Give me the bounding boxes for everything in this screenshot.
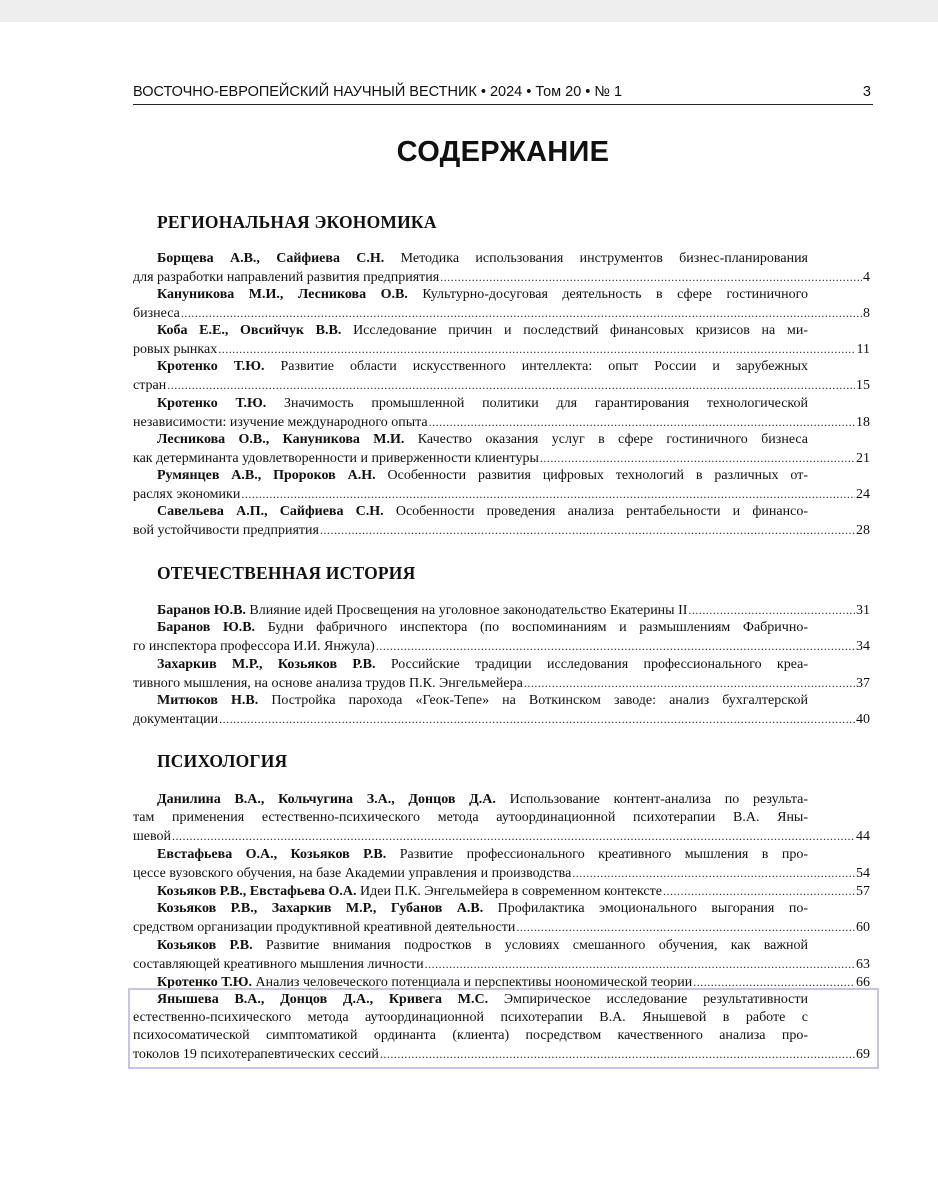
page-number: 3 (862, 84, 871, 100)
toc-entry[interactable] (133, 791, 873, 845)
entry-authors: Румянцев А.В., Пророков А.Н. (157, 468, 376, 483)
entry-last-line (133, 449, 870, 467)
journal-title: ВОСТОЧНО-ЕВРОПЕЙСКИЙ НАУЧНЫЙ ВЕСТНИК • 2024 • Том 20 • № 1 (133, 84, 623, 100)
entry-last-line (133, 955, 870, 973)
dot-leader (663, 882, 855, 900)
dot-leader (540, 449, 855, 467)
entry-title-text: Исследование причин и последствий финансовых кризисов на ми- (341, 323, 808, 338)
toc-entry[interactable] (133, 467, 873, 503)
entry-title-text (133, 341, 217, 359)
toc-entry[interactable] (133, 846, 873, 882)
entry-last-line (133, 674, 870, 692)
entry-authors: Кротенко Т.Ю. (157, 975, 252, 990)
entry-title-line (133, 467, 808, 485)
toc-entry[interactable] (133, 322, 873, 358)
entry-title-text (133, 711, 218, 729)
dot-leader (219, 710, 855, 728)
section-heading: ОТЕЧЕСТВЕННАЯ ИСТОРИЯ (157, 563, 416, 583)
entry-authors: Захаркив М.Р., Козьяков Р.В. (157, 657, 376, 672)
entry-title-text (133, 450, 539, 468)
toc-entry[interactable] (133, 692, 873, 728)
entry-title-text (133, 269, 439, 287)
entry-title-end: ровых рынках (133, 342, 218, 357)
entry-title-text: Будни фабричного инспектора (по воспоминаниям и размышлениям Фабрично- (255, 620, 808, 635)
entry-last-line (133, 827, 870, 845)
entry-page-number[interactable]: 37 (856, 676, 870, 691)
entry-title-end: документации (133, 712, 219, 727)
entry-title-line (133, 358, 808, 376)
entry-title-text: Особенности развития цифровых технологий в различных от- (375, 468, 808, 483)
entry-authors: Козьяков Р.В., Захаркив М.Р., Губанов А.В. (157, 901, 484, 916)
entry-last-line (133, 521, 870, 539)
entry-last-line (133, 304, 870, 322)
toc-entry[interactable] (133, 900, 873, 936)
entry-authors: Баранов Ю.В. (157, 603, 246, 618)
entry-title-end: тивного мышления, на основе анализа трудов П.К. Энгельмейера (133, 676, 523, 691)
entry-authors: Баранов Ю.В. (157, 620, 256, 635)
entry-title-text (133, 522, 319, 540)
entry-page-number[interactable]: 66 (856, 975, 870, 990)
dot-leader (516, 918, 855, 936)
entry-title-line (133, 431, 808, 449)
viewer-top-bar (0, 0, 938, 22)
entry-title-text: Использование контент-анализа по результа- (495, 792, 808, 807)
entry-last-line (133, 413, 870, 431)
entry-title-end: как детерминанта удовлетворенности и приверженности клиентуры (133, 451, 539, 466)
toc-entry[interactable] (133, 601, 873, 619)
entry-title-text (133, 675, 523, 693)
entry-title-line (133, 395, 808, 413)
entry-authors: Савельева А.П., Сайфиева С.Н. (157, 504, 384, 519)
entry-title-line (133, 322, 808, 340)
dot-leader (376, 637, 855, 655)
entry-page-number[interactable]: 57 (856, 884, 870, 899)
entry-title-end: токолов 19 психотерапевтических сессий (133, 1047, 379, 1062)
entry-title-text (133, 414, 428, 432)
entry-title-text: Особенности проведения анализа рентабельности и финансо- (383, 504, 808, 519)
entry-title-text: Развитие области искусственного интеллекта: опыт России и зарубежных (264, 359, 808, 374)
dot-leader (172, 827, 855, 845)
entry-page-number[interactable]: 4 (863, 270, 870, 285)
contents-title: СОДЕРЖАНИЕ (396, 136, 610, 168)
entry-last-line (133, 882, 870, 900)
entry-page-number[interactable]: 15 (856, 378, 870, 393)
entry-page-number[interactable]: 21 (856, 451, 870, 466)
entry-page-number[interactable]: 28 (856, 523, 870, 538)
dot-leader (320, 521, 855, 539)
entry-title-line (133, 656, 808, 674)
entry-title-text: Развитие профессионального креативного мышления в про- (386, 847, 808, 862)
entry-authors: Кротенко Т.Ю. (157, 396, 267, 411)
toc-entry[interactable] (133, 882, 873, 900)
entry-title-end: бизнеса (133, 306, 180, 321)
entry-authors: Козьяков Р.В., Евстафьева О.А. (157, 884, 357, 899)
entry-title-line (133, 846, 808, 864)
section-heading: ПСИХОЛОГИЯ (157, 751, 288, 771)
entry-title-text: Развитие внимания подростков в условиях смешанного обучения, как важной (252, 938, 808, 953)
entry-page-number[interactable]: 8 (863, 306, 870, 321)
entry-title-text: там применения естественно-психического метода аутоординационной психотерапии В.А. Яны- (133, 810, 808, 825)
toc-entry[interactable] (133, 358, 873, 394)
entry-authors: Янышева В.А., Донцов Д.А., Кривега М.С. (157, 992, 489, 1007)
entry-authors: Данилина В.А., Кольчугина З.А., Донцов Д.А. (157, 792, 496, 807)
entry-title-text (133, 828, 171, 846)
entry-title-line (133, 809, 808, 827)
entry-title-text (133, 305, 180, 323)
entry-title-line (133, 503, 808, 521)
entry-authors: Евстафьева О.А., Козьяков Р.В. (157, 847, 387, 862)
entry-last-line (133, 268, 870, 286)
entry-title-text: Качество оказания услуг в сфере гостиничного бизнеса (404, 432, 808, 447)
selection-highlight (128, 988, 879, 1069)
toc-entry[interactable] (133, 937, 873, 973)
entry-title-text (157, 883, 662, 901)
entry-title-text (133, 956, 424, 974)
entry-page-number[interactable]: 24 (856, 487, 870, 502)
entry-title-line (133, 900, 808, 918)
entry-title-end: Идеи П.К. Энгельмейера в современном контексте (356, 884, 662, 899)
entry-title-line (133, 286, 808, 304)
entry-last-line (133, 601, 870, 619)
dot-leader (440, 268, 862, 286)
entry-title-end: раслях экономики (133, 487, 241, 502)
entry-last-line (133, 340, 870, 358)
dot-leader (524, 674, 855, 692)
section-heading: РЕГИОНАЛЬНАЯ ЭКОНОМИКА (157, 212, 437, 232)
toc-entry[interactable] (133, 286, 873, 322)
entry-title-text: естественно-психического метода аутоординационной психотерапии В.А. Янышевой в работе с (133, 1010, 808, 1025)
entry-page-number[interactable]: 11 (856, 342, 870, 357)
entry-authors: Кротенко Т.Ю. (157, 359, 265, 374)
entry-title-text (133, 377, 166, 395)
toc-entry[interactable] (133, 619, 873, 655)
dot-leader (425, 955, 855, 973)
entry-title-line (133, 937, 808, 955)
entry-title-text: Профилактика эмоционального выгорания по- (483, 901, 808, 916)
entry-title-end: для разработки направлений развития предприятия (133, 270, 440, 285)
entry-title-end: го инспектора профессора И.И. Янжула) (133, 639, 375, 654)
entry-title-text: Методика использования инструментов бизнес-планирования (384, 251, 808, 266)
entry-page-number[interactable]: 34 (856, 639, 870, 654)
toc-entry[interactable] (133, 503, 873, 539)
dot-leader (241, 485, 855, 503)
entry-page-number[interactable]: 63 (856, 957, 870, 972)
entry-title-line (133, 791, 808, 809)
running-head (133, 82, 873, 105)
entry-title-text (157, 602, 687, 620)
entry-title-text (133, 638, 375, 656)
dot-leader (688, 601, 855, 619)
entry-page-number[interactable]: 40 (856, 712, 870, 727)
entry-authors: Коба Е.Е., Овсийчук В.В. (157, 323, 342, 338)
entry-authors: Козьяков Р.В. (157, 938, 253, 953)
dot-leader (167, 376, 855, 394)
entry-title-text: Постройка парохода «Геок-Тепе» на Воткинском заводе: анализ бухгалтерской (258, 693, 808, 708)
entry-title-text: Российские традиции исследования профессионального креа- (375, 657, 808, 672)
entry-authors: Борщева А.В., Сайфиева С.Н. (157, 251, 385, 266)
dot-leader (218, 340, 855, 358)
entry-title-text: Значимость промышленной политики для гарантирования технологической (266, 396, 808, 411)
toc-entry[interactable] (133, 395, 873, 431)
entry-title-end: вой устойчивости предприятия (133, 523, 319, 538)
dot-leader (572, 864, 855, 882)
entry-page-number[interactable]: 31 (856, 603, 870, 618)
entry-title-end: Влияние идей Просвещения на уголовное законодательство Екатерины II (245, 603, 688, 618)
entry-title-end: стран (133, 378, 167, 393)
entry-authors: Лесникова О.В., Кануникова М.И. (157, 432, 405, 447)
entry-title-line (133, 250, 808, 268)
entry-authors: Кануникова М.И., Лесникова О.В. (157, 287, 408, 302)
entry-title-text: Культурно-досуговая деятельность в сфере гостиничного (407, 287, 808, 302)
entry-title-text (133, 486, 240, 504)
entry-last-line (133, 637, 870, 655)
entry-last-line (133, 376, 870, 394)
entry-last-line (133, 864, 870, 882)
toc-entry[interactable] (133, 431, 873, 467)
entry-authors: Митюков Н.В. (157, 693, 259, 708)
entry-title-end: шевой (133, 829, 172, 844)
entry-title-text (133, 919, 515, 937)
entry-title-text: Эмпирическое исследование результативности (488, 992, 808, 1007)
entry-page-number[interactable]: 54 (856, 866, 870, 881)
entry-title-end: средством организации продуктивной креативной деятельности (133, 920, 516, 935)
toc-entry[interactable] (133, 656, 873, 692)
entry-page-number[interactable]: 60 (856, 920, 870, 935)
entry-last-line (133, 918, 870, 936)
entry-page-number[interactable]: 44 (856, 829, 870, 844)
dot-leader (429, 413, 855, 431)
toc-entry[interactable] (133, 250, 873, 286)
entry-title-text (133, 865, 571, 883)
entry-title-end: независимости: изучение международного опыта (133, 415, 428, 430)
entry-title-line (133, 619, 808, 637)
entry-last-line (133, 710, 870, 728)
entry-title-text: психосоматической симптоматикой ординанта (клиента) посредством качественного анализа про- (133, 1028, 808, 1043)
entry-page-number[interactable]: 18 (856, 415, 870, 430)
dot-leader (181, 304, 862, 322)
entry-title-end: Анализ человеческого потенциала и перспективы ноономической теории (252, 975, 693, 990)
entry-title-end: составляющей креативного мышления личности (133, 957, 424, 972)
entry-last-line (133, 485, 870, 503)
entry-page-number[interactable]: 69 (856, 1047, 870, 1062)
entry-title-end: цессе вузовского обучения, на базе Академии управления и производства (133, 866, 572, 881)
entry-title-line (133, 692, 808, 710)
